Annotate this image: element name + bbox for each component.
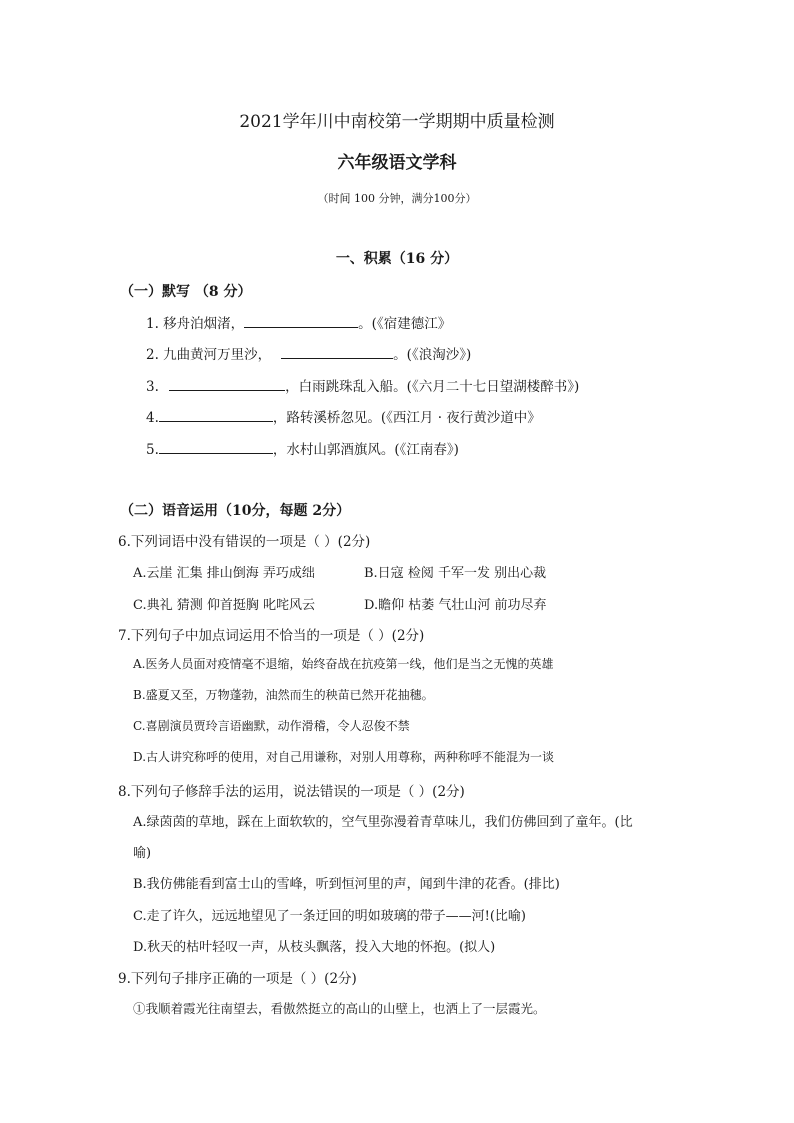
section-title: 一、积累（16 分） [335, 251, 459, 267]
answer-blank[interactable] [169, 378, 285, 391]
item-text: 2. 九曲黄河万里沙， [146, 347, 272, 363]
dictation-item [146, 375, 579, 395]
q6-option-c[interactable]: C.典礼 猜测 仰首挺胸 叱咤风云 [133, 598, 316, 613]
item-text: ，白雨跳珠乱入船。(《六月二十七日望湖楼醉书》) [285, 379, 580, 395]
question-7-stem: 7.下列句子中加点词运用不恰当的一项是（ ）(2分) [118, 628, 425, 644]
question-8-stem: 8.下列句子修辞手法的运用，说法错误的一项是（ ）(2分) [118, 784, 465, 800]
dictation-item [146, 343, 471, 363]
part-title-language: （二）语音运用（10分，每题 2分） [120, 503, 351, 519]
item-text: 。(《宿建德江》 [358, 316, 452, 332]
item-text: ，路转溪桥忽见。(《西江月 · 夜行黄沙道中》 [272, 410, 541, 426]
dictation-item [146, 406, 541, 426]
part-title-dictation: （一）默写 （8 分） [120, 284, 252, 300]
q8-option-a-cont: 喻) [133, 846, 152, 861]
answer-blank[interactable] [244, 315, 358, 328]
q9-sentence-1: ①我顺着霞光往南望去，看傲然挺立的高山的山壁上，也洒上了一层霞光。 [133, 1001, 546, 1016]
exam-note: （时间 100 分钟，满分100分） [317, 192, 477, 205]
q8-option-a[interactable]: A.绿茵茵的草地，踩在上面软软的，空气里弥漫着青草味儿，我们仿佛回到了童年。(比 [133, 815, 633, 830]
q7-option-b[interactable]: B.盛夏又至，万物蓬勃，油然而生的秧苗已然开花抽穗。 [133, 688, 434, 702]
dictation-item [146, 312, 451, 332]
item-text: 3. [146, 379, 164, 395]
q6-option-b[interactable]: B.日寇 检阅 千军一发 别出心裁 [364, 566, 547, 581]
question-9-stem: 9.下列句子排序正确的一项是（ ）(2分) [118, 971, 357, 987]
answer-blank[interactable] [159, 441, 273, 454]
q8-option-d[interactable]: D.秋天的枯叶轻叹一声，从枝头飘落，投入大地的怀抱。(拟人) [133, 940, 496, 955]
answer-blank[interactable] [281, 346, 393, 359]
item-text: 。(《浪淘沙》) [393, 347, 472, 363]
item-text: 4. [146, 410, 159, 426]
q6-option-d[interactable]: D.瞻仰 枯萎 气壮山河 前功尽弃 [364, 598, 547, 613]
item-text: ，水村山郭酒旗风。(《江南春》) [272, 442, 459, 458]
item-text: 1. 移舟泊烟渚， [146, 316, 245, 332]
dictation-item [146, 438, 459, 458]
q7-option-d[interactable]: D.古人讲究称呼的使用，对自己用谦称，对别人用尊称，两种称呼不能混为一谈 [133, 750, 555, 764]
exam-subtitle: 六年级语文学科 [337, 153, 457, 173]
q7-option-a[interactable]: A.医务人员面对疫情毫不退缩，始终奋战在抗疫第一线，他们是当之无愧的英雄 [133, 657, 554, 671]
q8-option-b[interactable]: B.我仿佛能看到富士山的雪峰，听到恒河里的声，闻到牛津的花香。(排比) [133, 877, 560, 892]
answer-blank[interactable] [159, 409, 273, 422]
item-text: 5. [146, 442, 159, 458]
q8-option-c[interactable]: C.走了许久，远远地望见了一条迂回的明如玻璃的带子——河!(比喻) [133, 909, 526, 924]
q7-option-c[interactable]: C.喜剧演员贾玲言语幽默，动作滑稽，令人忍俊不禁 [133, 719, 410, 733]
question-6-stem: 6.下列词语中没有错误的一项是（ ）(2分) [118, 534, 371, 550]
q6-option-a[interactable]: A.云崖 汇集 排山倒海 弄巧成绌 [133, 566, 315, 581]
exam-title: 2021学年川中南校第一学期期中质量检测 [239, 112, 555, 132]
